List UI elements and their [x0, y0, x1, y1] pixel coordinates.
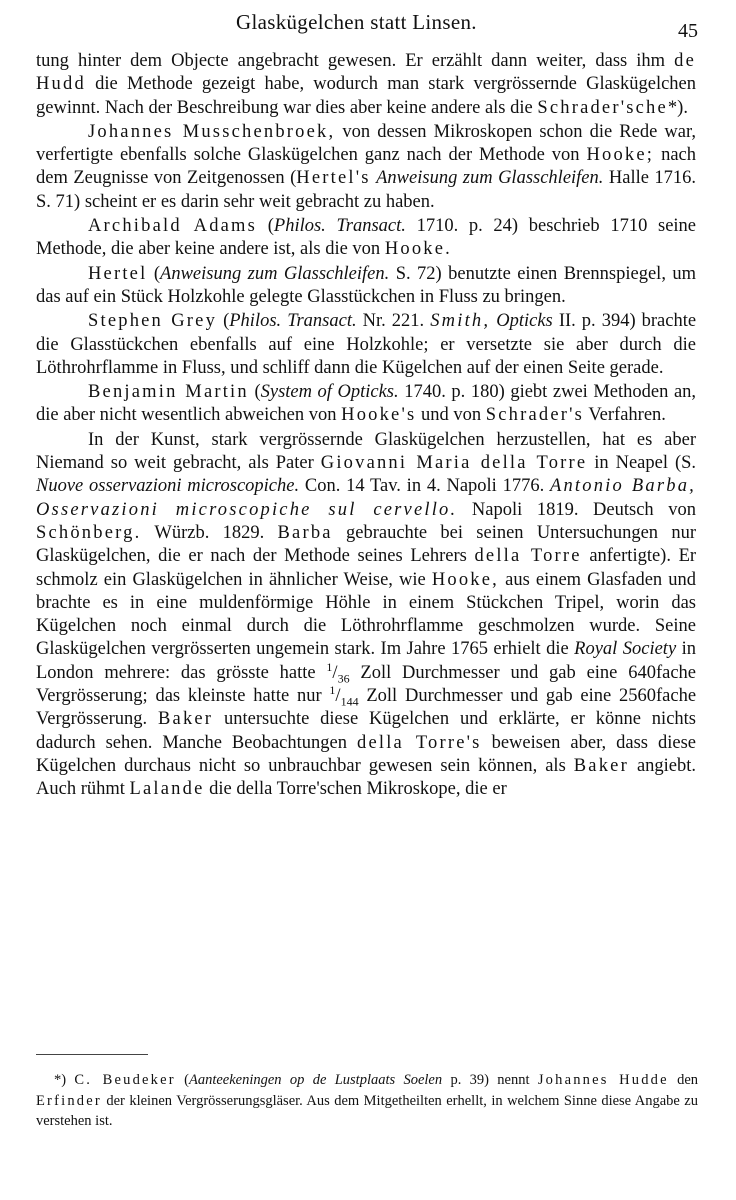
paragraph-7: In der Kunst, stark vergrössernde Glaskügelchen herzustellen, hat es aber Niemand so weit gebracht, als Pater Giovanni Maria della Torre in Neapel (S. Nuove osservazioni microscopiche. Con. 14 Tav. in 4. Napoli 1776. Antonio Barba, Osservazioni microscopiche sul cervello. Napoli 1819. Deutsch von Schönberg. Würzb. 1829. Barba gebrauchte bei seinen Untersuchungen nur Glaskügelchen, die er nach der Methode seines Lehrers della Torre anfertigte). Er schmolz ein Glaskügelchen in ähnlicher Weise, wie Hooke, aus einem Glasfaden und brachte es in eine muldenförmige Höhle in einem Stückchen Tripel, worin das Kügelchen noch einmal durch die Löthrohrflamme geschmolzen wurde. Seine Glaskügelchen vergrösserten ungemein stark. Im Jahre 1765 erhielt die Royal Society in London mehrere: das grösste hatte $^1/_{36}$ Zoll Durchmesser und gab eine 640fache Vergrösserung; das kleinste hatte nur $^1/_{144}$ Zoll Durchmesser und gab eine 2560fache Vergrösserung. Baker untersuchte diese Kügelchen und erklärte, er könne nichts dadurch sehen. Manche Beobachtungen della Torre's beweisen aber, dass diese Kügelchen durchaus nicht so unbrauchbar gewesen sein können, als Baker angiebt. Auch rühmt Lalande die della Torre'schen Mikroskope, die er: [36, 429, 697, 800]
person-name: Archibald Adams: [88, 216, 258, 237]
main-text: [36, 50, 696, 802]
text-run: (: [153, 263, 161, 284]
person-name: Hooke.: [384, 239, 452, 260]
text-run: der kleinen Vergrösserungsgläser. Aus dem Mitgetheilten erhellt, in welchem Sinne diese Angabe zu verstehen ist.: [36, 1092, 698, 1129]
book-title: System of Opticks.: [260, 382, 399, 403]
text-run: II. p. 394) brachte die Glasstückchen ebenfalls auf eine Holzkohle; er versetzte sie aber durch die Löthrohrflamme in Fluss, und schliff dann die Kügelchen auf der einen Seite gerade.: [36, 311, 697, 378]
person-name: Barba: [277, 522, 333, 543]
person-name: Hertel's: [296, 168, 371, 189]
person-name: Johannes Hudde: [537, 1072, 669, 1088]
text-run: Würzb. 1829.: [154, 522, 265, 543]
person-name: Benjamin Martin: [88, 382, 249, 403]
book-title: Opticks: [496, 311, 553, 332]
person-name: Hertel: [88, 263, 148, 284]
book-title: Antonio Barba, Osservazioni microscopiche sul cervello.: [36, 476, 697, 520]
person-name: Smith,: [430, 311, 491, 332]
text-run: in London mehrere: das grösste hatte: [36, 639, 696, 683]
text-run: Halle 1716. S. 71) scheint er es darin sehr weit gebracht zu haben.: [36, 168, 697, 212]
person-name: Baker: [158, 709, 214, 730]
text-run: (: [184, 1072, 189, 1088]
journal-title: Philos. Transact.: [273, 216, 406, 237]
person-name: Hooke,: [431, 569, 499, 590]
text-run: von dessen Mikroskopen schon die Rede war, verfertigte ebenfalls solche Glaskügelchen ganz nach der Methode von: [36, 121, 697, 166]
text-run: S. 72) benutzte einen Brennspiegel, um das auf ein Stück Holzkohle gelegte Glasstückchen in Fluss zu bringen.: [36, 263, 697, 307]
society-name: Royal Society: [574, 639, 677, 660]
person-name: della Torre: [474, 546, 582, 567]
text-run: Zoll Durchmesser und gab eine 2560fache Vergrösserung.: [36, 686, 697, 730]
text-run: p. 39) nennt: [450, 1072, 530, 1088]
running-title: Glaskügelchen statt Linsen.: [236, 10, 477, 34]
text-run: Napoli 1819. Deutsch von: [471, 499, 696, 520]
person-name: Hooke;: [586, 145, 655, 166]
text-run: (: [254, 382, 261, 403]
text-run: Zoll Durchmesser und gab eine 640fache Vergrösserung; das kleinste hatte nur: [36, 662, 696, 707]
text-run: die della Torre'schen Mikroskope, die er: [209, 779, 507, 800]
text-run: und von: [421, 405, 482, 426]
person-name: Stephen Grey: [88, 311, 218, 332]
fraction-numerator: 1: [329, 682, 336, 697]
text-run: Con. 14 Tav. in 4. Napoli 1776.: [304, 476, 545, 497]
text-run: In der Kunst, stark vergrössernde Glaskügelchen herzustellen, hat es aber Niemand so weit gebracht, als Pater: [36, 429, 696, 474]
text-run: untersuchte diese Kügelchen und erklärte, er könne nichts dadurch sehen. Manche Beobachtungen: [36, 709, 696, 753]
text-run: angiebt. Auch rühmt: [36, 755, 697, 800]
text-run: 1740. p. 180) giebt zwei Methoden an, die aber nicht wesentlich abweichen von: [36, 382, 697, 426]
text-run: den: [677, 1072, 699, 1088]
paragraph-6: [36, 381, 696, 428]
text-run: aus einem Glasfaden und brachte es in eine muldenförmige Höhle in einem Stückchen Tripel, worin das Kügelchen noch einmal durch die Löthrohrflamme geschmolzen wurde. Seine Glaskügelchen vergrösserten ungemein stark. Im Jahre 1765 erhielt die: [36, 569, 697, 660]
paragraph-4: [36, 263, 696, 310]
text-run: die Methode gezeigt habe, wodurch man stark vergrössernde Glaskügelchen gewinnt. Nach der Beschreibung war dies aber keine andere als die: [36, 74, 697, 118]
footnote-divider: [36, 1054, 148, 1055]
person-name: della Torre's: [357, 732, 482, 753]
book-title: Nuove osservazioni microscopiche.: [36, 476, 300, 497]
journal-title: Philos. Transact.: [229, 311, 357, 332]
text-run: (: [267, 216, 274, 237]
running-header: [36, 10, 704, 42]
book-title: Aanteekeningen op de Lustplaats Soelen: [188, 1072, 443, 1088]
fraction-numerator: 1: [326, 659, 333, 674]
person-name: Johannes Musschenbroek,: [88, 121, 336, 142]
text-run: tung hinter dem Objecte angebracht gewesen. Er erzählt dann weiter, dass ihm: [36, 51, 666, 71]
fraction-denominator: 36: [337, 671, 350, 686]
paragraph-5: [36, 310, 696, 380]
fraction-denominator: 144: [340, 694, 359, 709]
person-name: Giovanni Maria della Torre: [320, 453, 588, 474]
person-name: Schrader's: [485, 405, 585, 426]
person-name: Baker: [573, 755, 629, 776]
text-run: nach dem Zeugnisse von Zeitgenossen (: [36, 145, 697, 189]
person-name: C. Beudeker: [74, 1072, 176, 1088]
text-run: Verfahren.: [588, 405, 666, 426]
paragraph-3: [36, 215, 696, 262]
text-run: gebrauchte bei seinen Untersuchungen nur Glaskügelchen, die er nach der Methode seines Lehrers: [36, 522, 696, 567]
text-run: anfertigte). Er schmolz ein Glaskügelchen in ähnlicher Weise, wie: [36, 546, 697, 590]
footnote: [36, 1070, 698, 1132]
text-run: (: [223, 311, 230, 332]
person-name: de Hudd: [36, 51, 696, 95]
emphasized-word: Erfinder: [36, 1092, 102, 1109]
person-name: Schönberg.: [36, 522, 142, 543]
book-title: Anweisung zum Glasschleifen.: [160, 263, 390, 284]
person-name: Hooke's: [341, 405, 417, 426]
text-run: in Neapel (S.: [594, 453, 697, 474]
text-run: 1710. p. 24) beschrieb 1710 seine Methode, die aber keine andere ist, als die von: [36, 216, 697, 260]
footnote-reference: *).: [667, 97, 688, 118]
paragraph-1: [36, 50, 696, 120]
person-name: Lalande: [129, 779, 205, 800]
text-run: Nr. 221.: [362, 311, 425, 332]
footnote-marker: *): [54, 1072, 67, 1088]
person-name: Schrader'sche: [537, 97, 668, 118]
book-title: Anweisung zum Glasschleifen.: [376, 168, 604, 189]
page-number: 45: [678, 20, 698, 42]
paragraph-2: [36, 121, 696, 214]
text-run: beweisen aber, dass diese Kügelchen durchaus nicht so unbrauchbar gewesen sein können, als: [36, 732, 697, 776]
